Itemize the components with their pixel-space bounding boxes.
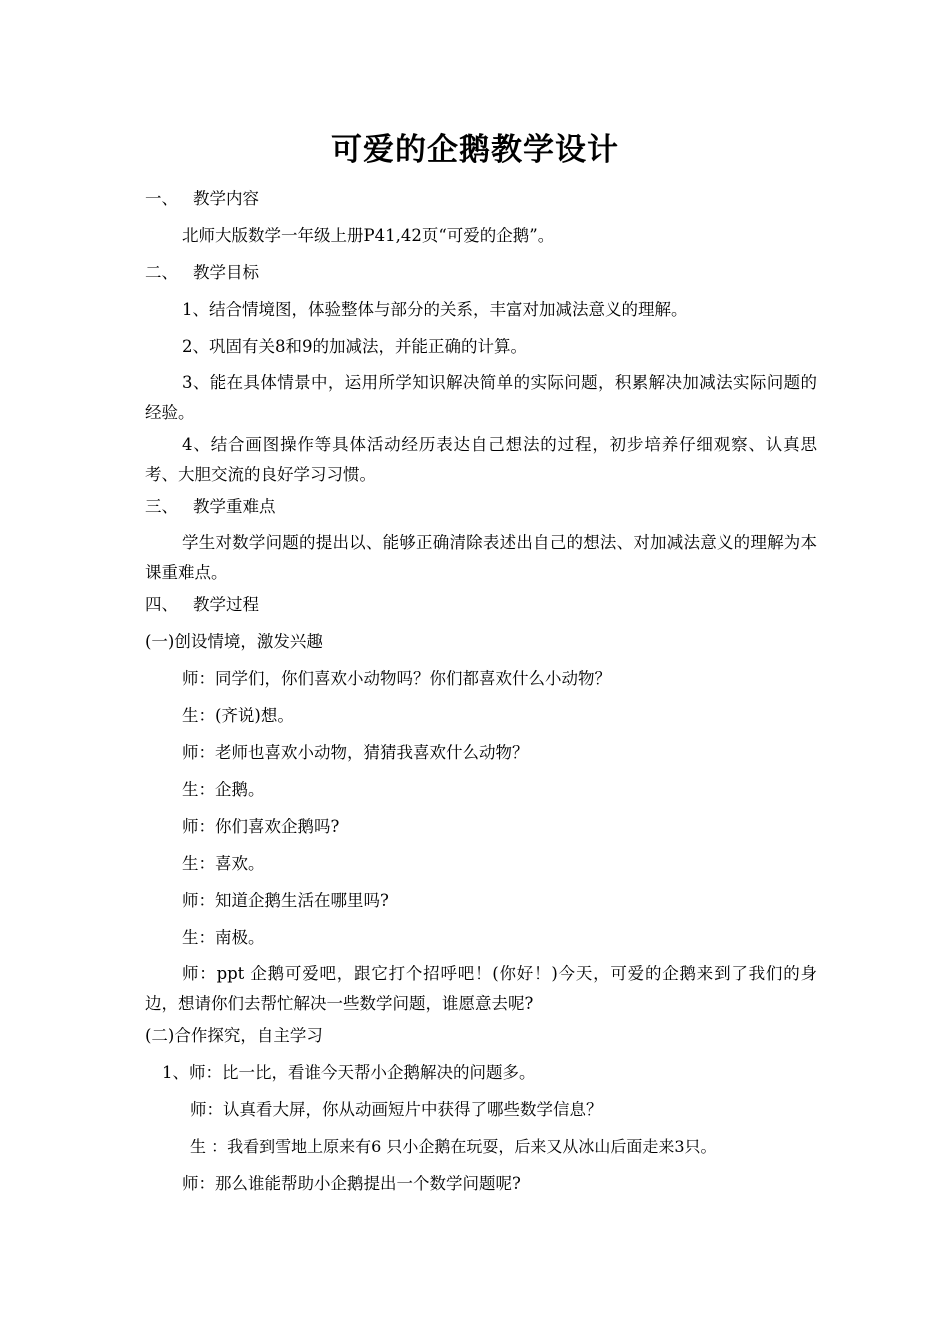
section-label: 教学过程 — [193, 595, 259, 614]
section-heading-difficulties — [145, 496, 276, 518]
difficulties-text: 学生对数学问题的提出以、能够正确清除表述出自己的想法、对加减法意义的理解为本课重难点。 — [145, 533, 817, 582]
dialogue-line: 师：ppt 企鹅可爱吧，跟它打个招呼吧！(你好！)今天，可爱的企鹅来到了我们的身边，想请你们去帮忙解决一些数学问题，谁愿意去呢? — [145, 964, 817, 1013]
goal-item: 1、结合情境图，体验整体与部分的关系，丰富对加减法意义的理解。 — [182, 300, 688, 319]
dialogue-line: 师：那么谁能帮助小企鹅提出一个数学问题呢? — [182, 1174, 521, 1193]
dialogue-line: 1、师：比一比，看谁今天帮小企鹅解决的问题多。 — [162, 1063, 536, 1082]
section-label: 教学内容 — [193, 189, 259, 208]
section-number: 四、 — [145, 595, 178, 614]
section-label: 教学重难点 — [193, 497, 276, 516]
section-heading-process — [145, 594, 259, 616]
dialogue-line: 师：你们喜欢企鹅吗? — [182, 817, 340, 836]
dialogue-line: 师：老师也喜欢小动物，猜猜我喜欢什么动物？ — [182, 743, 529, 762]
process-part-title: (二)合作探究，自主学习 — [145, 1026, 323, 1045]
dialogue-line: 生 ：我看到雪地上原来有6 只小企鹅在玩耍，后来又从冰山后面走来3只。 — [190, 1137, 717, 1156]
goal-item: 4、结合画图操作等具体活动经历表达自己想法的过程，初步培养仔细观察、认真思考、大胆交流的良好学习习惯。 — [145, 435, 817, 484]
dialogue-line: 生：喜欢。 — [182, 854, 265, 873]
content-text: 北师大版数学一年级上册P41,42页“可爱的企鹅”。 — [182, 226, 555, 245]
goal-item: 2、巩固有关8和9的加减法，并能正确的计算。 — [182, 337, 527, 356]
section-number: 三、 — [145, 497, 178, 516]
process-part-title: (一)创设情境，激发兴趣 — [145, 632, 323, 651]
dialogue-line: 生：南极。 — [182, 928, 265, 947]
section-number: 一、 — [145, 189, 178, 208]
section-heading-goals — [145, 262, 259, 284]
section-number: 二、 — [145, 263, 178, 282]
dialogue-line: 师：同学们，你们喜欢小动物吗？你们都喜欢什么小动物？ — [182, 669, 611, 688]
dialogue-line: 师：认真看大屏，你从动画短片中获得了哪些数学信息？ — [190, 1100, 603, 1119]
section-heading-content — [145, 188, 259, 210]
dialogue-line: 生：(齐说)想。 — [182, 706, 294, 725]
document-title: 可爱的企鹅教学设计 — [331, 132, 619, 168]
dialogue-line: 生：企鹅。 — [182, 780, 265, 799]
dialogue-line: 师：知道企鹅生活在哪里吗? — [182, 891, 389, 910]
section-label: 教学目标 — [193, 263, 259, 282]
goal-item: 3、能在具体情景中，运用所学知识解决简单的实际问题，积累解决加减法实际问题的经验。 — [145, 373, 817, 422]
